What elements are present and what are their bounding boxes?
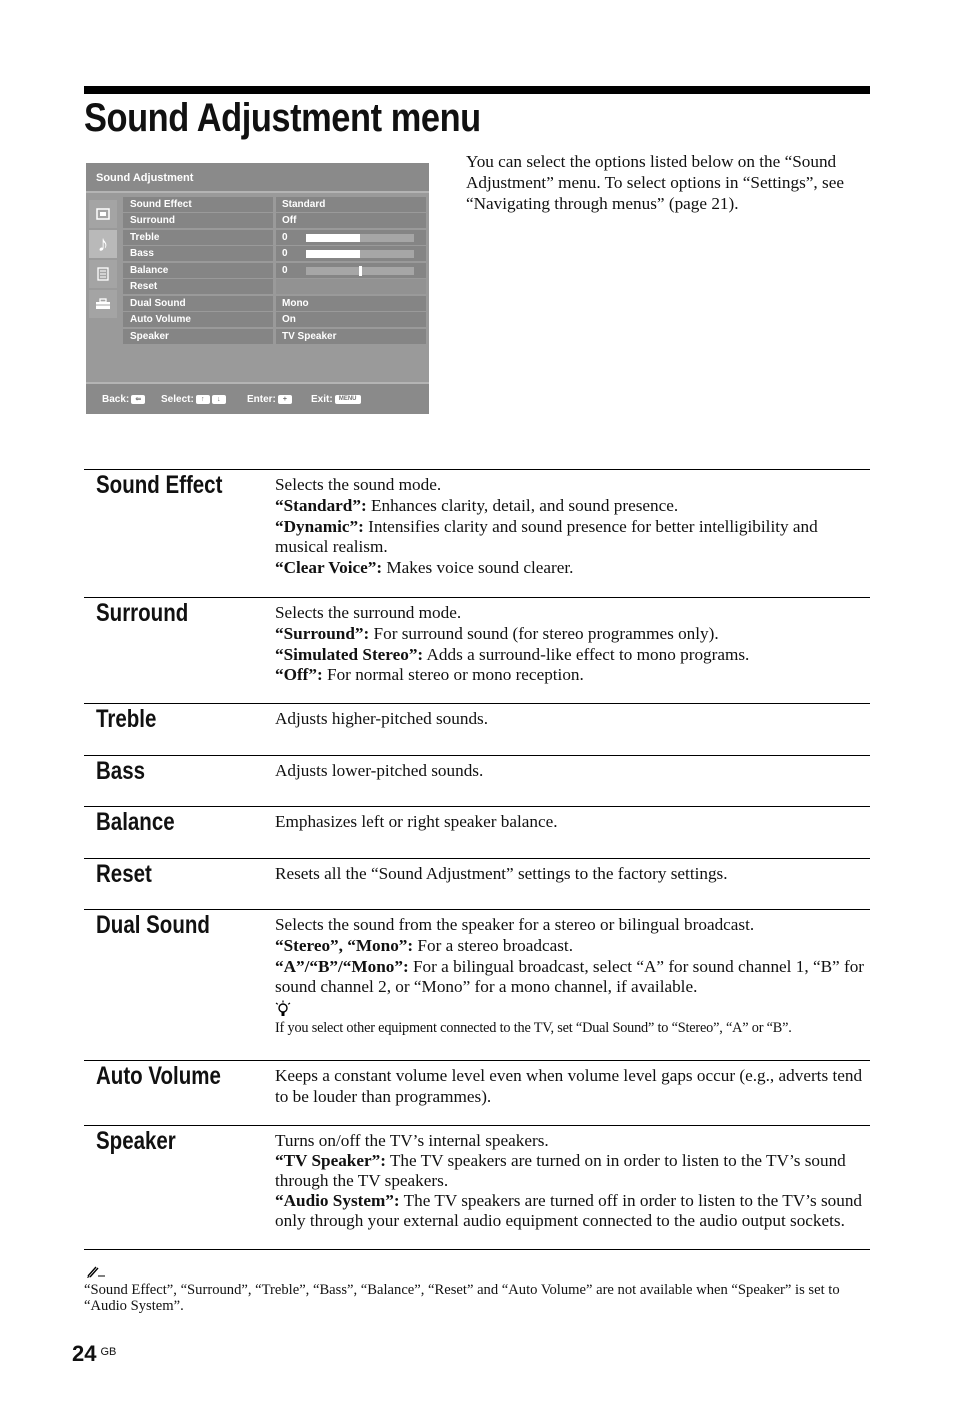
tv-menu-row[interactable] [123,296,426,311]
choice-name: “Clear Voice”: [275,558,383,578]
option-description [275,915,870,1037]
table-row [84,470,870,598]
option-choice [275,1151,870,1191]
tv-menu-row-value [276,279,426,294]
tv-menu-row-label: Bass [123,246,273,261]
option-description [275,1131,870,1231]
option-choice [275,517,870,559]
option-choice [275,936,870,957]
option-intro: Selects the sound from the speaker for a stereo or bilingual broadcast. [275,915,755,934]
footnote: “Sound Effect”, “Surround”, “Treble”, “Bass”, “Balance”, “Reset” and “Auto Volume” are not available when “Speaker” is set to “Audio System”. [84,1282,840,1314]
table-row [84,807,870,859]
select-label: Select: [161,394,194,405]
tv-menu-header [86,163,429,193]
option-choice [275,496,870,517]
option-term: Reset [96,860,152,888]
choice-name: “Surround”: [275,623,370,643]
option-intro: Keeps a constant volume level even when volume level gaps occur (e.g., adverts tend to be louder than programmes). [275,1066,863,1106]
tip-text: If you select other equipment connected to the TV, set “Dual Sound” to “Stereo”, “A” or “B”. [275,1020,792,1037]
tv-menu-row-label: Sound Effect [123,197,273,212]
option-choice [275,1191,870,1231]
tv-menu-row[interactable] [123,263,426,278]
option-term: Speaker [96,1127,176,1155]
tv-menu-row-label: Surround [123,213,273,228]
tv-menu-row-value: Mono [276,296,426,311]
tv-menu-row-value-cell [276,246,426,261]
option-choice [275,558,870,579]
choice-text: For normal stereo or mono reception. [322,665,584,685]
pencil-note-icon [86,1264,106,1278]
level-fill [306,234,360,242]
option-intro: Adjusts higher-pitched sounds. [275,709,489,728]
up-arrow-icon: ↑ [196,395,210,404]
option-description [275,761,870,782]
settings-list-icon[interactable] [89,260,117,288]
tv-menu-row[interactable] [123,279,426,294]
option-intro: Selects the sound mode. [275,475,442,494]
tv-menu-row-value-cell [276,263,426,278]
choice-name: “A”/“B”/“Mono”: [275,956,409,976]
option-description [275,603,870,686]
music-note-icon[interactable]: ♪ [89,230,117,258]
option-description [275,709,870,730]
option-intro: Adjusts lower-pitched sounds. [275,761,484,780]
tv-menu-footer [86,382,429,414]
choice-name: “Simulated Stereo”: [275,644,424,664]
option-term: Balance [96,808,175,836]
level-fill [306,250,360,258]
tv-menu-row-label: Balance [123,263,273,278]
tv-menu-row[interactable] [123,213,426,228]
option-intro: Resets all the “Sound Adjustment” settings to the factory settings. [275,864,728,883]
option-term: Auto Volume [96,1062,221,1090]
down-arrow-icon: ↓ [212,395,226,404]
choice-text: Intensifies clarity and sound presence for better intelligibility and musical realism. [275,516,818,557]
choice-text: For a stereo broadcast. [413,935,574,955]
tv-menu-row-value: Standard [276,197,426,212]
tv-menu-row[interactable] [123,246,426,261]
tv-menu-row-label: Treble [123,230,273,245]
table-row [84,598,870,704]
tv-menu-row-value: TV Speaker [276,329,426,344]
choice-name: “Audio System”: [275,1191,400,1210]
page-number [72,1341,116,1367]
table-row [84,910,870,1061]
choice-text: For surround sound (for stereo programmes only). [369,623,719,643]
option-term: Treble [96,705,157,733]
option-term: Sound Effect [96,471,223,499]
picture-icon[interactable] [89,200,117,228]
enter-label: Enter: [247,394,276,405]
region-code: GB [100,1346,117,1358]
intro-text: You can select the options listed below on the “Sound Adjustment” menu. To select options in “Settings”, see “Navigating through menus” (page 21). [466,152,844,213]
option-choice [275,624,870,645]
exit-label: Exit: [311,394,333,405]
option-description [275,864,870,885]
menu-key-icon: MENU [335,395,361,404]
page-title: Sound Adjustment menu [84,96,481,140]
tv-menu-row[interactable] [123,329,426,344]
table-row [84,859,870,910]
table-row [84,756,870,807]
tv-menu-row-label: Dual Sound [123,296,273,311]
toolbox-icon[interactable] [89,290,117,318]
tv-menu-row-value: Off [276,213,426,228]
tv-menu-row-value: On [276,312,426,327]
choice-text: Makes voice sound clearer. [382,558,574,578]
exit-hint [311,394,361,405]
table-row [84,1061,870,1126]
tv-menu-row-value: 0 [282,264,288,276]
tv-menu-row[interactable] [123,230,426,245]
choice-name: “Stereo”, “Mono”: [275,935,414,955]
return-arrow-icon: ⇐ [131,395,145,404]
option-description [275,475,870,579]
option-intro: Selects the surround mode. [275,603,462,622]
choice-text: The TV speakers are turned on in order to listen to the TV’s sound through the TV speakers. [275,1151,846,1190]
tv-menu-row-value: 0 [282,231,288,243]
back-label: Back: [102,394,130,405]
option-table [84,469,870,1250]
page-number-value: 24 [72,1341,97,1366]
balance-level-bar[interactable] [306,267,414,275]
option-choice [275,957,870,999]
tv-menu-row[interactable] [123,197,426,212]
choice-name: “Standard”: [275,495,367,515]
option-description [275,1066,870,1108]
treble-level-bar[interactable] [306,234,414,242]
title-rule [84,86,870,94]
balance-marker [359,266,362,276]
tv-menu-row-value-cell [276,230,426,245]
choice-text: The TV speakers are turned off in order to listen to the TV’s sound only through your external audio equipment connected to the audio output sockets. [275,1191,863,1230]
tv-menu-title: Sound Adjustment [96,172,194,184]
tv-menu-row-label: Auto Volume [123,312,273,327]
option-term: Surround [96,599,189,627]
enter-hint [247,394,292,405]
option-choice [275,665,870,686]
table-row [84,1126,870,1250]
tv-menu-rows [123,197,426,345]
table-row [84,704,870,756]
choice-text: Adds a surround-like effect to mono programs. [423,644,750,664]
lightbulb-hint-icon [275,1000,291,1018]
option-description [275,812,870,833]
choice-text: Enhances clarity, detail, and sound presence. [366,495,679,515]
bass-level-bar[interactable] [306,250,414,258]
select-hint [161,394,226,405]
choice-name: “TV Speaker”: [275,1151,386,1170]
tv-menu-row-label: Speaker [123,329,273,344]
option-intro: Turns on/off the TV’s internal speakers. [275,1131,549,1150]
tv-menu-row[interactable] [123,312,426,327]
tv-menu-row-label: Reset [123,279,273,294]
choice-text: For a bilingual broadcast, select “A” for sound channel 1, “B” for sound channel 2, or “Mono” for a mono channel, if available. [275,956,865,997]
option-choice [275,645,870,666]
tv-menu-row-value: 0 [282,248,288,260]
tv-menu-screenshot [86,163,429,414]
enter-plus-icon: + [278,395,292,404]
back-hint [102,394,145,405]
choice-name: “Dynamic”: [275,516,364,536]
option-term: Dual Sound [96,911,210,939]
tv-menu-icon-column [89,200,117,320]
choice-name: “Off”: [275,665,323,685]
option-term: Bass [96,757,146,785]
option-intro: Emphasizes left or right speaker balance. [275,812,558,831]
